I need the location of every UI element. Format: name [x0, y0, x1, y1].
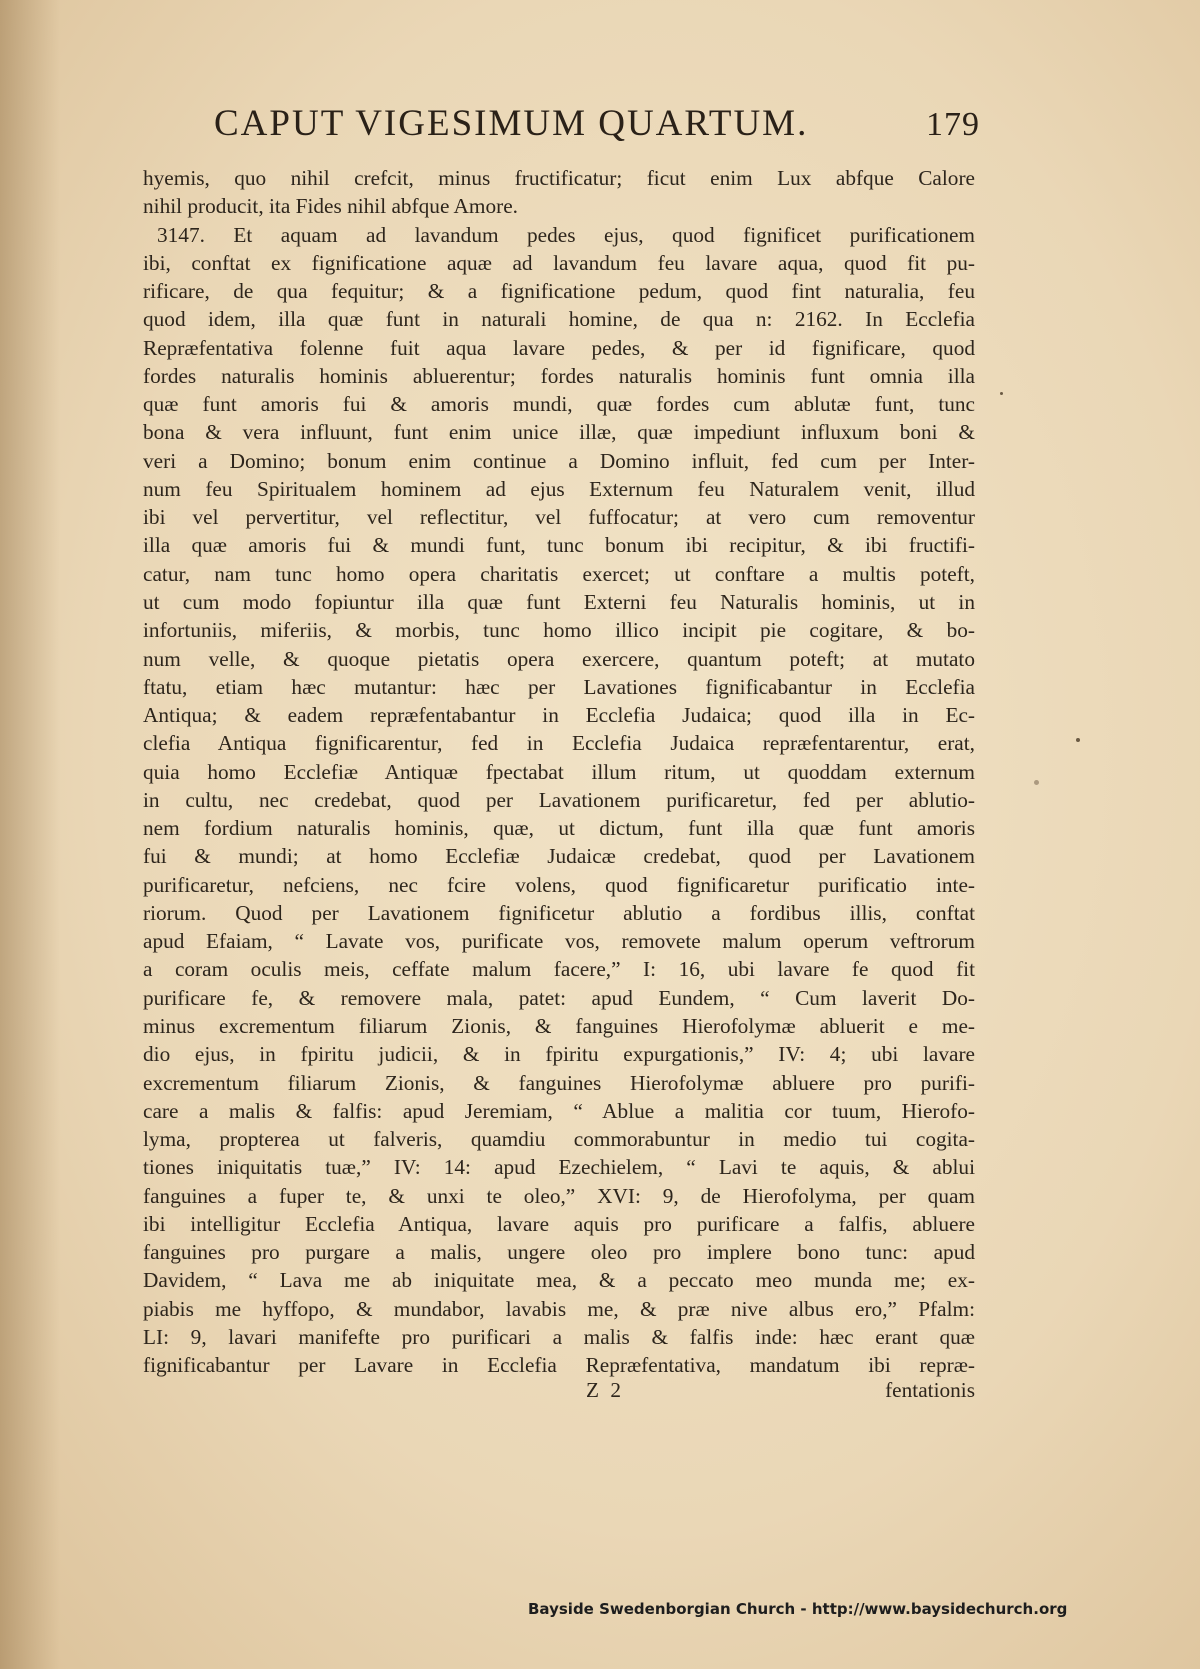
text-line: quia homo Ecclefiæ Antiquæ fpectabat illum ritum, ut quoddam externum: [143, 759, 975, 784]
text-line: fanguines a fuper te, & unxi te oleo,” XVI: 9, de Hierofolyma, per quam: [143, 1183, 975, 1208]
text-line: piabis me hyffopo, & mundabor, lavabis me, & præ nive albus ero,” Pfalm:: [143, 1296, 975, 1321]
text-line: a coram oculis meis, ceffate malum facere,” I: 16, ubi lavare fe quod fit: [143, 957, 975, 982]
text-line: excrementum filiarum Zionis, & fanguines Hierofolymæ abluere pro purifi-: [143, 1070, 975, 1095]
page-number: 179: [926, 106, 980, 143]
running-head: CAPUT VIGESIMUM QUARTUM.: [214, 103, 809, 144]
text-line: ibi intelligitur Ecclefia Antiqua, lavare aquis pro purificare a falfis, abluere: [143, 1211, 975, 1236]
text-line: fignificabantur per Lavare in Ecclefia Repræfentativa, mandatum ibi repræ-: [143, 1353, 975, 1378]
text-line: ibi vel pervertitur, vel reflectitur, vel fuffocatur; at vero cum removentur: [143, 505, 975, 530]
text-line: fordes naturalis hominis abluerentur; fordes naturalis hominis funt omnia illa: [143, 363, 975, 388]
page-header: [140, 102, 980, 152]
text-line: nem fordium naturalis hominis, quæ, ut dictum, funt illa quæ funt amoris: [143, 816, 975, 841]
text-line: rificare, de qua fequitur; & a fignificatione pedum, quod fint naturalia, feu: [143, 279, 975, 304]
text-line: quæ funt amoris fui & amoris mundi, quæ fordes cum ablutæ funt, tunc: [143, 392, 975, 417]
text-line: dio ejus, in fpiritu judicii, & in fpiritu expurgationis,” IV: 4; ubi lavare: [143, 1042, 975, 1067]
paper-speck: [1076, 738, 1080, 742]
text-line: clefia Antiqua fignificarentur, fed in Ecclefia Judaica repræfentarentur, erat,: [143, 731, 975, 756]
text-line: num velle, & quoque pietatis opera exercere, quantum poteft; at mutato: [143, 646, 975, 671]
watermark: Bayside Swedenborgian Church - http://www.baysidechurch.org: [528, 1600, 1068, 1618]
text-line: riorum. Quod per Lavationem fignificetur ablutio a fordibus illis, conftat: [143, 900, 975, 925]
text-line: fanguines pro purgare a malis, ungere oleo pro implere bono tunc: apud: [143, 1240, 975, 1265]
text-line: nihil producit, ita Fides nihil abfque Amore.: [143, 194, 519, 219]
text-line: tiones iniquitatis tuæ,” IV: 14: apud Ezechielem, “ Lavi te aquis, & ablui: [143, 1155, 975, 1180]
text-line: Repræfentativa folenne fuit aqua lavare pedes, & per id fignificare, quod: [143, 335, 975, 360]
text-line: Antiqua; & eadem repræfentabantur in Ecclefia Judaica; quod illa in Ec-: [143, 703, 975, 728]
text-line: 3147. Et aquam ad lavandum pedes ejus, quod fignificet purificationem: [157, 222, 975, 247]
spine-shadow: [0, 0, 60, 1669]
text-line: catur, nam tunc homo opera charitatis exercet; ut conftare a multis poteft,: [143, 561, 975, 586]
body-text: [143, 164, 975, 1379]
text-line: veri a Domino; bonum enim continue a Domino influit, fed cum per Inter-: [143, 448, 975, 473]
text-line: hyemis, quo nihil crefcit, minus fructificatur; ficut enim Lux abfque Calore: [143, 166, 975, 190]
text-line: minus excrementum filiarum Zionis, & fanguines Hierofolymæ abluerit e me-: [143, 1013, 975, 1038]
text-line: infortuniis, miferiis, & morbis, tunc homo illico incipit pie cogitare, & bo-: [143, 618, 975, 643]
text-line: ibi, conftat ex fignificatione aquæ ad lavandum feu lavare aqua, quod fit pu-: [143, 250, 975, 275]
paper-speck: [1034, 780, 1039, 785]
text-line: illa quæ amoris fui & mundi funt, tunc bonum ibi recipitur, & ibi fructifi-: [143, 533, 975, 558]
text-line: bona & vera influunt, funt enim unice illæ, quæ impediunt influxum boni &: [143, 420, 975, 445]
text-line: ut cum modo fopiuntur illa quæ funt Externi feu Naturalis hominis, ut in: [143, 589, 975, 614]
text-line: LI: 9, lavari manifefte pro purificari a malis & falfis inde: hæc erant quæ: [143, 1324, 975, 1349]
page-footer: [143, 1378, 975, 1406]
text-line: num feu Spiritualem hominem ad ejus Externum feu Naturalem venit, illud: [143, 476, 975, 501]
text-line: fui & mundi; at homo Ecclefiæ Judaicæ credebat, quod per Lavationem: [143, 844, 975, 869]
text-line: Davidem, “ Lava me ab iniquitate mea, & a peccato meo munda me; ex-: [143, 1268, 975, 1293]
catchword: fentationis: [885, 1378, 975, 1402]
paper-speck: [1000, 392, 1003, 395]
text-line: care a malis & falfis: apud Jeremiam, “ Ablue a malitia cor tuum, Hierofo-: [143, 1098, 975, 1123]
text-line: purificare fe, & removere mala, patet: apud Eundem, “ Cum laverit Do-: [143, 985, 975, 1010]
signature-mark: Z 2: [586, 1378, 624, 1402]
text-line: lyma, propterea ut falveris, quamdiu commorabuntur in medio tui cogita-: [143, 1127, 975, 1152]
text-line: in cultu, nec credebat, quod per Lavationem purificaretur, fed per ablutio-: [143, 787, 975, 812]
text-line: ftatu, etiam hæc mutantur: hæc per Lavationes fignificabantur in Ecclefia: [143, 674, 975, 699]
text-line: quod idem, illa quæ funt in naturali homine, de qua n: 2162. In Ecclefia: [143, 307, 975, 332]
text-line: purificaretur, nefciens, nec fcire volens, quod fignificaretur purificatio inte-: [143, 872, 975, 897]
text-line: apud Efaiam, “ Lavate vos, purificate vos, removete malum operum veftrorum: [143, 929, 975, 954]
